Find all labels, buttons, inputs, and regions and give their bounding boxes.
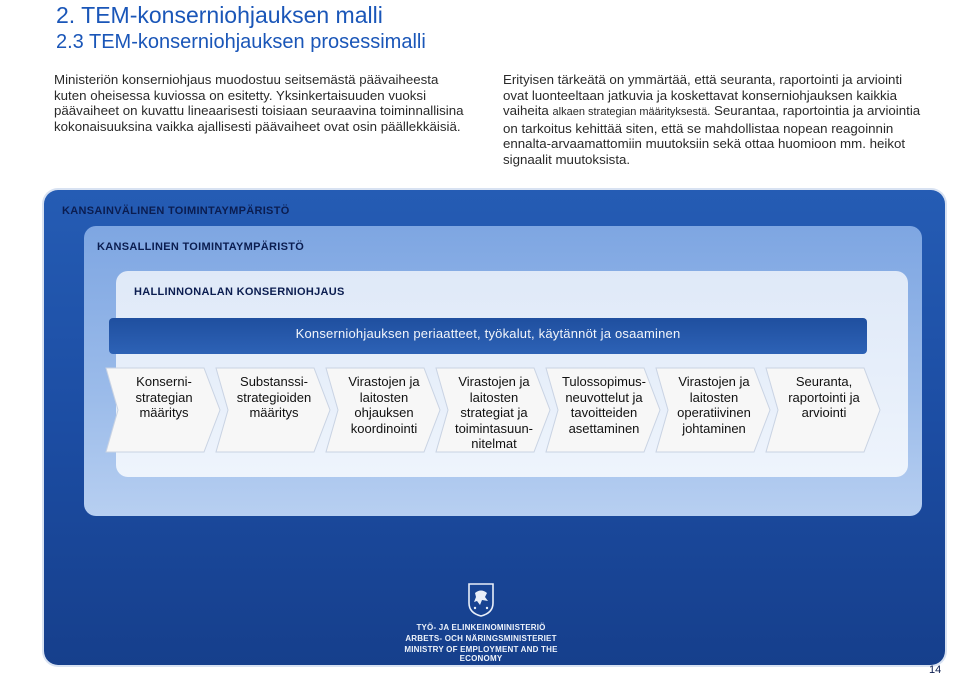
- process-step-label: Konserni-strategian määritys: [135, 374, 193, 420]
- process-step: [324, 366, 442, 454]
- logo-line-finnish: TYÖ- JA ELINKEINOMINISTERIÖ: [416, 623, 546, 632]
- emphasis-text-2: alkaen strategian määrityksestä.: [552, 106, 711, 118]
- process-step-label: Virastojen ja laitosten operatiivinen johtaminen: [677, 374, 751, 436]
- emphasis-text-1: Erityisen tärkeätä on ymmärtää, että seuranta, raportointi ja arviointi ovat luonteeltaan jatkuvia ja koskettavat konserniohjauksen kaikkia vaiheita: [503, 72, 903, 118]
- logo-line-swedish: ARBETS- OCH NÄRINGSMINISTERIET: [405, 634, 557, 643]
- process-step-label: Seuranta, raportointi ja arviointi: [788, 374, 860, 420]
- process-step: [654, 366, 772, 454]
- process-steps: [104, 366, 884, 454]
- process-step: [544, 366, 662, 454]
- ministry-logo: [396, 583, 566, 673]
- lion-emblem-icon: [468, 583, 494, 617]
- process-step-label: Virastojen ja laitosten ohjauksen koordinointi: [348, 374, 420, 436]
- logo-line-english: MINISTRY OF EMPLOYMENT AND THE ECONOMY: [404, 645, 558, 663]
- national-environment-label: KANSALLINEN TOIMINTAYMPÄRISTÖ: [97, 241, 305, 253]
- emphasis-text-3: Seurantaa, raportointia ja arviointia on tarkoitus kehittää siten, että se mahdollistaa nopean reagoinnin ennalta-arvaamattomiin muutoksiin sekä ottaa huomioon mm. heikot signaalit muutoksista.: [503, 103, 921, 167]
- process-step-label: Substanssi-strategioiden määritys: [236, 374, 312, 420]
- emphasis-paragraph: [503, 72, 923, 167]
- page-title: 2. TEM-konserniohjauksen malli: [56, 2, 383, 28]
- page-number: 14: [929, 664, 942, 676]
- process-step: [104, 366, 222, 454]
- process-step-label: Virastojen ja laitosten strategiat ja toimintasuun-nitelmat: [454, 374, 534, 451]
- process-step: [434, 366, 552, 454]
- principles-band-label: Konserniohjauksen periaatteet, työkalut, käytännöt ja osaaminen: [295, 326, 681, 341]
- process-step: [764, 366, 882, 454]
- international-environment-label: KANSAINVÄLINEN TOIMINTAYMPÄRISTÖ: [62, 205, 290, 217]
- process-step-label: Tulossopimus-neuvottelut ja tavoitteiden asettaminen: [561, 374, 647, 436]
- intro-paragraph: Ministeriön konserniohjaus muodostuu seitsemästä päävaiheesta kuten oheisessa kuviossa on esitetty. Yksinkertaisuuden vuoksi päävaiheet on kuvattu lineaarisesti toisiaan seuraavina toiminnallisina kokonaisuuksina vaikka ajallisesti päävaiheet ovat osin päällekkäisiä.: [54, 72, 464, 134]
- process-step: [214, 366, 332, 454]
- page-subtitle: 2.3 TEM-konserniohjauksen prosessimalli: [56, 31, 426, 53]
- sector-steering-label: HALLINNONALAN KONSERNIOHJAUS: [134, 286, 345, 298]
